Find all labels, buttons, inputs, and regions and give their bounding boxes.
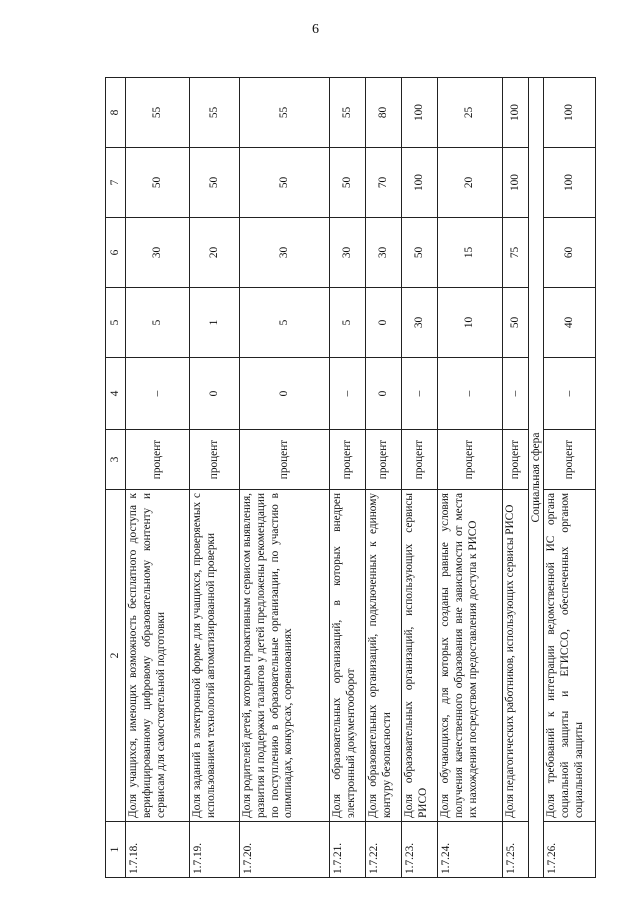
value-cell: 55 [126, 78, 190, 148]
column-header: 2 [106, 490, 126, 822]
value-cell: 100 [402, 78, 438, 148]
unit-cell: процент [240, 430, 330, 490]
header-row [106, 78, 126, 878]
unit-cell: процент [126, 430, 190, 490]
row-number: 1.7.24. [438, 822, 503, 878]
indicator-rows [126, 78, 529, 878]
column-header: 1 [106, 822, 126, 878]
value-cell: 30 [126, 218, 190, 288]
value-cell: 50 [402, 218, 438, 288]
column-header: 4 [106, 358, 126, 430]
value-cell: – [126, 358, 190, 430]
value-cell: 5 [240, 288, 330, 358]
indicator-rows-social [544, 78, 596, 878]
value-cell: – [503, 358, 529, 430]
unit-cell: процент [503, 430, 529, 490]
table-row [190, 78, 240, 878]
value-cell: 55 [190, 78, 240, 148]
value-cell: 40 [544, 288, 596, 358]
unit-cell: процент [190, 430, 240, 490]
value-cell: 20 [190, 218, 240, 288]
indicator-description: Доля родителей детей, которым проактивным сервисом выявления, развития и поддержки талантов у детей предложены рекомендации по поступлению в образовательные организации, по участию в олимпиадах, конкурсах, соревнованиях [240, 490, 330, 822]
value-cell: – [544, 358, 596, 430]
row-number: 1.7.23. [402, 822, 438, 878]
row-number: 1.7.21. [330, 822, 366, 878]
section-label: Социальная сфера [529, 78, 544, 878]
value-cell: 100 [503, 78, 529, 148]
value-cell: 10 [438, 288, 503, 358]
value-cell: 75 [503, 218, 529, 288]
indicator-description: Доля обучающихся, для которых созданы равные условия получения качественного образования вне зависимости от места их нахождения посредством предоставления доступа к РИСО [438, 490, 503, 822]
unit-cell: процент [438, 430, 503, 490]
value-cell: 30 [402, 288, 438, 358]
value-cell: 0 [366, 288, 402, 358]
unit-cell: процент [402, 430, 438, 490]
indicator-table [105, 77, 596, 878]
table-row [240, 78, 330, 878]
value-cell: 80 [366, 78, 402, 148]
table-row [366, 78, 402, 878]
value-cell: 55 [330, 78, 366, 148]
value-cell: 50 [240, 148, 330, 218]
unit-cell: процент [544, 430, 596, 490]
value-cell: 30 [366, 218, 402, 288]
value-cell: 0 [240, 358, 330, 430]
table-row [330, 78, 366, 878]
indicator-table-container [105, 78, 585, 878]
row-number: 1.7.22. [366, 822, 402, 878]
value-cell: 0 [366, 358, 402, 430]
indicator-description: Доля требований к интеграции ведомственной ИС органа социальной защиты и ЕГИССО, обеспеченных органом социальной защиты [544, 490, 596, 822]
row-number: 1.7.19. [190, 822, 240, 878]
value-cell: 25 [438, 78, 503, 148]
indicator-description: Доля образовательных организаций, использующих сервисы РИСО [402, 490, 438, 822]
value-cell: 60 [544, 218, 596, 288]
value-cell: 100 [402, 148, 438, 218]
value-cell: 0 [190, 358, 240, 430]
unit-cell: процент [366, 430, 402, 490]
value-cell: 5 [330, 288, 366, 358]
value-cell: 50 [190, 148, 240, 218]
row-number: 1.7.20. [240, 822, 330, 878]
value-cell: 15 [438, 218, 503, 288]
value-cell: 55 [240, 78, 330, 148]
table-row [438, 78, 503, 878]
column-header: 8 [106, 78, 126, 148]
table-row [503, 78, 529, 878]
column-header: 3 [106, 430, 126, 490]
value-cell: – [402, 358, 438, 430]
table-row [402, 78, 438, 878]
value-cell: 100 [544, 148, 596, 218]
value-cell: 70 [366, 148, 402, 218]
page-number: 6 [312, 22, 319, 37]
indicator-description: Доля образовательных организаций, в которых внедрен электронный документооборот [330, 490, 366, 822]
value-cell: 5 [126, 288, 190, 358]
table-row [544, 78, 596, 878]
indicator-description: Доля педагогических работников, использующих сервисы РИСО [503, 490, 529, 822]
row-number: 1.7.25. [503, 822, 529, 878]
indicator-description: Доля образовательных организаций, подключенных к единому контуру безопасности [366, 490, 402, 822]
value-cell: – [330, 358, 366, 430]
section-row [529, 78, 544, 878]
value-cell: 30 [330, 218, 366, 288]
value-cell: 20 [438, 148, 503, 218]
value-cell: 30 [240, 218, 330, 288]
table-row [126, 78, 190, 878]
value-cell: 100 [503, 148, 529, 218]
column-header: 6 [106, 218, 126, 288]
value-cell: 1 [190, 288, 240, 358]
unit-cell: процент [330, 430, 366, 490]
value-cell: 50 [330, 148, 366, 218]
indicator-description: Доля заданий в электронной форме для учащихся, проверяемых с использованием технологий автоматизированной проверки [190, 490, 240, 822]
value-cell: 100 [544, 78, 596, 148]
value-cell: 50 [503, 288, 529, 358]
value-cell: – [438, 358, 503, 430]
value-cell: 50 [126, 148, 190, 218]
indicator-description: Доля учащихся, имеющих возможность бесплатного доступа к верифицированному цифровому образовательному контенту и сервисам для самостоятельной подготовки [126, 490, 190, 822]
column-header: 7 [106, 148, 126, 218]
column-header: 5 [106, 288, 126, 358]
row-number: 1.7.26. [544, 822, 596, 878]
row-number: 1.7.18. [126, 822, 190, 878]
